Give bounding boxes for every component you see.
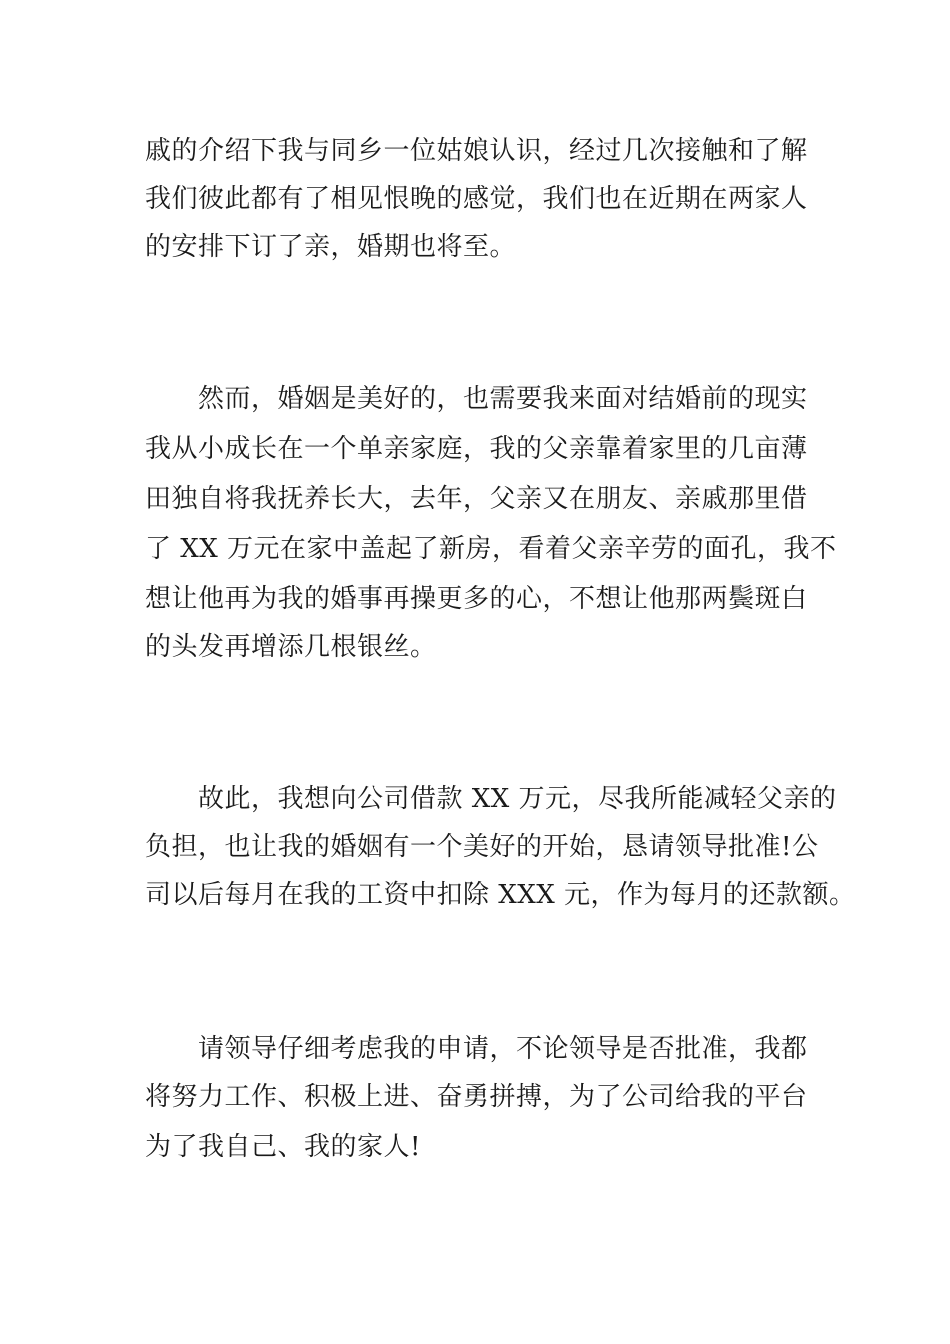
paragraph-line: 戚的介绍下我与同乡一位姑娘认识，经过几次接触和了解 [145,136,808,166]
paragraph-line: 将努力工作、积极上进、奋勇拼搏，为了公司给我的平台 [145,1082,808,1112]
paragraph-line: 故此，我想向公司借款 XX 万元，尽我所能减轻父亲的 [198,784,837,814]
paragraph-line: 的头发再增添几根银丝。 [145,632,437,662]
paragraph-line: 想让他再为我的婚事再操更多的心，不想让他那两鬓斑白 [145,584,808,614]
paragraph-line: 负担，也让我的婚姻有一个美好的开始，恳请领导批准!公 [145,832,819,862]
paragraph-line: 的安排下订了亲，婚期也将至。 [145,232,517,262]
paragraph-line: 为了我自己、我的家人! [145,1132,421,1162]
paragraph-line: 请领导仔细考虑我的申请，不论领导是否批准，我都 [198,1034,808,1064]
paragraph-line: 司以后每月在我的工资中扣除 XXX 元，作为每月的还款额。 [145,880,856,910]
paragraph-line: 田独自将我抚养长大，去年，父亲又在朋友、亲戚那里借 [145,484,808,514]
paragraph-line: 了 XX 万元在家中盖起了新房，看着父亲辛劳的面孔，我不 [145,534,837,564]
paragraph-line: 然而，婚姻是美好的，也需要我来面对结婚前的现实 [198,384,808,414]
paragraph-line: 我从小成长在一个单亲家庭，我的父亲靠着家里的几亩薄 [145,434,808,464]
paragraph-line: 我们彼此都有了相见恨晚的感觉，我们也在近期在两家人 [145,184,808,214]
